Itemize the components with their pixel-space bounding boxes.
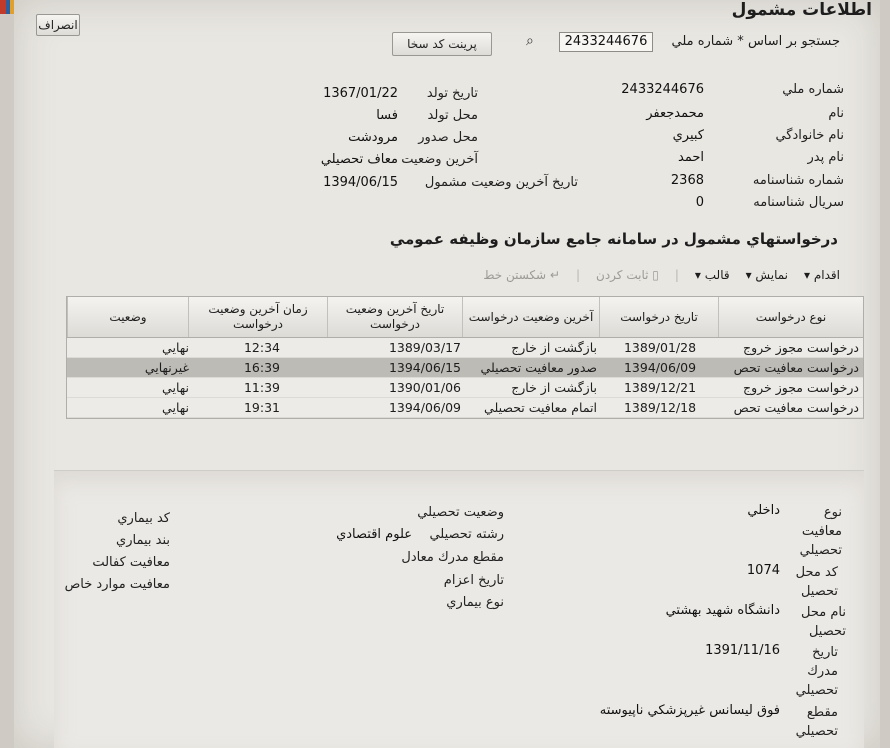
label-disease-clause: بند بيماري (116, 533, 170, 548)
value-issue-place: مرودشت (348, 130, 398, 145)
search-by-label: جستجو بر اساس * شماره ملي (671, 34, 840, 49)
table-header (67, 297, 863, 338)
requests-section-title: درخواستهاي مشمول در سامانه جامع سازمان وظيفه عمومي (389, 230, 838, 248)
cell-last-status-date: 1389/03/17 (388, 340, 461, 355)
label-disease-code: كد بيماري (117, 511, 170, 526)
label-field-of-study: رشته تحصيلي (429, 527, 504, 542)
page-title: اطلاعات مشمول (731, 0, 872, 20)
label-father-name: نام پدر (807, 150, 844, 165)
label-issue-place: محل صدور (418, 130, 478, 145)
cell-status: غيرنهايي (144, 360, 189, 375)
label-birth-place: محل تولد (427, 108, 478, 123)
cell-request-date: 1394/06/09 (623, 360, 697, 375)
request-detail-panel (54, 470, 864, 748)
column-header-request-type[interactable]: نوع درخواست (718, 297, 863, 337)
label-dispatch-date: تاريخ اعزام (443, 573, 504, 588)
cell-last-status-time: 12:34 (243, 340, 281, 355)
cell-last-status-date: 1394/06/09 (388, 400, 461, 415)
label-birth-cert-serial: سريال شناسنامه (753, 195, 844, 210)
value-first-name: محمدجعفر (646, 106, 704, 121)
label-national-id: شماره ملي (782, 82, 844, 97)
label-birth-cert-number: شماره شناسنامه (752, 173, 844, 188)
label-exemption-type: نوع معافيت تحصيلي (799, 505, 842, 558)
wrap-icon: ↵ (546, 268, 560, 282)
table-row[interactable] (67, 378, 863, 398)
cell-request-type: درخواست معافيت تحص (733, 400, 859, 415)
action-menu[interactable]: اقدام ▾ (804, 268, 840, 282)
table-row[interactable] (67, 338, 863, 358)
cell-last-status-time: 16:39 (243, 360, 281, 375)
value-degree-date: 1391/11/16 (705, 643, 780, 658)
table-row[interactable] (67, 398, 863, 418)
cell-last-status: اتمام معافيت تحصيلي (484, 400, 597, 415)
label-first-name: نام (828, 106, 844, 121)
binoculars-search-icon[interactable]: ⌕ (526, 33, 534, 49)
cell-request-date: 1389/12/18 (623, 400, 697, 415)
label-last-status-date: تاريخ آخرين وضعيت مشمول (424, 175, 578, 190)
value-last-status-date: 1394/06/15 (323, 175, 398, 190)
grid-toolbar (483, 268, 840, 282)
view-menu[interactable]: نمايش ▾ (745, 268, 789, 282)
value-field-of-study: علوم اقتصادي (336, 527, 412, 542)
label-degree-level: مقطع تحصيلي (795, 705, 838, 739)
value-father-name: احمد (678, 150, 704, 165)
value-last-name: كبيري (672, 128, 704, 143)
freeze-icon: ▯ (648, 268, 659, 282)
cell-request-type: درخواست مجوز خروج (743, 340, 859, 355)
label-guardianship-exemption: معافيت كفالت (92, 555, 170, 570)
label-disease-type: نوع بيماري (446, 595, 504, 610)
toolbar-divider: | (674, 268, 679, 282)
cell-last-status: بازگشت از خارج (511, 340, 597, 355)
cell-last-status-date: 1394/06/15 (388, 360, 461, 375)
value-study-place-code: 1074 (746, 563, 780, 578)
cell-request-type: درخواست معافيت تحص (733, 360, 859, 375)
label-study-place-code: كد محل تحصيل (795, 565, 838, 599)
label-education-status: وضعيت تحصيلي (417, 505, 504, 520)
label-last-name: نام خانوادگي (775, 128, 844, 143)
label-last-status: آخرين وضعيت (401, 152, 478, 167)
format-menu[interactable]: قالب ▾ (694, 268, 730, 282)
value-birth-cert-serial: 0 (695, 195, 704, 210)
freeze-label: ثابت كردن (596, 268, 649, 282)
printed-page (14, 0, 880, 748)
column-header-status[interactable]: وضعيت (67, 297, 188, 337)
cell-last-status: صدور معافيت تحصيلي (480, 360, 597, 375)
cell-request-type: درخواست مجوز خروج (743, 380, 859, 395)
toolbar-divider: | (575, 268, 581, 282)
value-birth-place: فسا (376, 108, 398, 123)
label-degree-date: تاريخ مدرك تحصيلي (795, 645, 838, 698)
cell-status: نهايي (162, 340, 189, 355)
freeze-button[interactable] (596, 268, 659, 282)
wrap-button[interactable] (483, 268, 560, 282)
requests-table (66, 296, 864, 419)
cell-request-date: 1389/01/28 (623, 340, 697, 355)
column-header-last-status-time[interactable]: زمان آخرين وضعيت درخواست (188, 297, 327, 337)
cell-status: نهايي (162, 380, 189, 395)
label-equivalent-degree: مقطع مدرك معادل (401, 550, 504, 565)
label-birth-date: تاريخ تولد (426, 86, 478, 101)
value-birth-date: 1367/01/22 (323, 86, 398, 101)
value-study-place-name: دانشگاه شهيد بهشتي (665, 603, 780, 618)
wrap-label: شكستن خط (483, 268, 547, 282)
print-sakha-code-button[interactable]: پرينت كد سخا (392, 32, 492, 56)
column-header-last-status-date[interactable]: تاريخ آخرين وضعيت درخواست (327, 297, 462, 337)
cell-last-status-time: 19:31 (243, 400, 281, 415)
cell-status: نهايي (162, 400, 189, 415)
national-id-input[interactable]: 2433244676 (559, 32, 653, 52)
cell-request-date: 1389/12/21 (623, 380, 697, 395)
value-national-id: 2433244676 (621, 82, 704, 97)
cell-last-status-time: 11:39 (243, 380, 281, 395)
value-last-status: معاف تحصيلي (320, 152, 398, 167)
label-special-exemption: معافيت موارد خاص (64, 577, 170, 592)
label-study-place-name: نام محل تحصيل (801, 605, 846, 639)
table-row-selected[interactable] (67, 358, 863, 378)
cell-last-status-date: 1390/01/06 (388, 380, 461, 395)
column-header-last-status[interactable]: آخرين وضعيت درخواست (462, 297, 599, 337)
cell-last-status: بازگشت از خارج (511, 380, 597, 395)
value-birth-cert-number: 2368 (670, 173, 704, 188)
value-degree-level: فوق ليسانس غيرپزشكي ناپيوسته (599, 703, 780, 718)
cancel-button[interactable]: انصراف (36, 14, 80, 36)
value-exemption-type: داخلي (747, 503, 780, 518)
column-header-request-date[interactable]: تاريخ درخواست (599, 297, 718, 337)
